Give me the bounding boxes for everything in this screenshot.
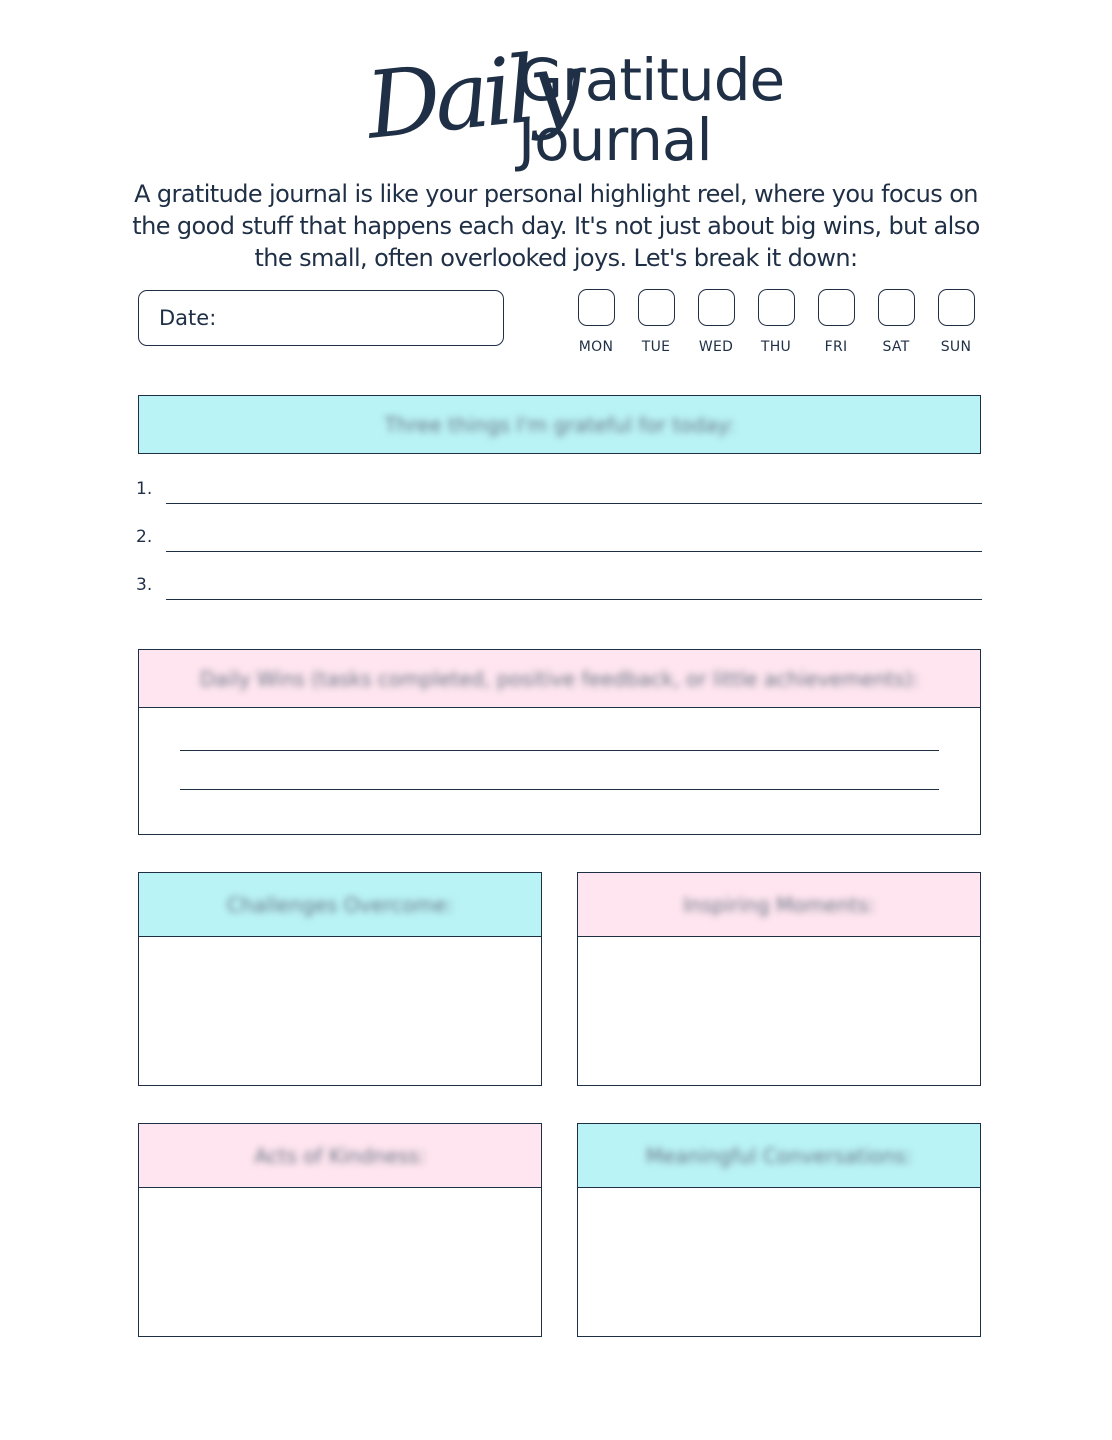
writing-line[interactable] bbox=[180, 789, 939, 790]
day-checkbox[interactable] bbox=[758, 289, 795, 326]
list-item[interactable] bbox=[136, 504, 982, 552]
day-fri[interactable] bbox=[806, 289, 866, 361]
day-sat[interactable] bbox=[866, 289, 926, 361]
inspiring-box[interactable] bbox=[577, 872, 981, 1086]
grateful-banner bbox=[138, 395, 981, 454]
day-wed[interactable] bbox=[686, 289, 746, 361]
daily-wins-title: Daily Wins (tasks completed, positive feedback, or little achievements): bbox=[199, 666, 920, 691]
day-checkbox[interactable] bbox=[638, 289, 675, 326]
daily-wins-header bbox=[139, 650, 980, 708]
daily-wins-box[interactable] bbox=[138, 649, 981, 835]
challenges-title: Challenges Overcome: bbox=[226, 892, 454, 917]
list-item[interactable] bbox=[136, 552, 982, 600]
day-label: THU bbox=[760, 339, 792, 355]
writing-line[interactable] bbox=[166, 503, 982, 504]
inspiring-header bbox=[578, 873, 980, 937]
challenges-box[interactable] bbox=[138, 872, 542, 1086]
journal-header bbox=[0, 31, 1112, 178]
day-checkbox[interactable] bbox=[578, 289, 615, 326]
grateful-list bbox=[136, 478, 982, 600]
day-label: SUN bbox=[940, 339, 972, 355]
day-label: FRI bbox=[824, 339, 848, 355]
script-title-word: Daily bbox=[361, 31, 581, 160]
date-field[interactable] bbox=[138, 290, 504, 346]
day-mon[interactable] bbox=[566, 289, 626, 361]
item-number: 2. bbox=[136, 527, 153, 547]
day-checkbox[interactable] bbox=[938, 289, 975, 326]
item-number: 1. bbox=[136, 479, 153, 499]
weekday-selector bbox=[566, 289, 986, 361]
day-checkbox[interactable] bbox=[698, 289, 735, 326]
day-label: MON bbox=[578, 339, 614, 355]
list-item[interactable] bbox=[136, 478, 982, 504]
day-label: TUE bbox=[641, 339, 671, 355]
writing-line[interactable] bbox=[166, 551, 982, 552]
intro-paragraph: A gratitude journal is like your personal highlight reel, where you focus on the good stuff that happens each day. It's not just about big wins, but also the small, often overlooked joys. Let's break it down: bbox=[132, 180, 980, 272]
inspiring-title: Inspiring Moments: bbox=[683, 892, 875, 917]
challenges-header bbox=[139, 873, 541, 937]
day-checkbox[interactable] bbox=[878, 289, 915, 326]
conversations-title: Meaningful Conversations: bbox=[645, 1143, 913, 1168]
day-checkbox[interactable] bbox=[818, 289, 855, 326]
grateful-title: Three things I'm grateful for today: bbox=[384, 412, 735, 437]
page-title bbox=[518, 46, 785, 174]
item-number: 3. bbox=[136, 575, 153, 595]
day-label: SAT bbox=[882, 339, 910, 355]
kindness-box[interactable] bbox=[138, 1123, 542, 1337]
date-label: Date: bbox=[159, 306, 217, 330]
title-line-2: Journal bbox=[518, 106, 712, 174]
writing-line[interactable] bbox=[166, 599, 982, 600]
day-thu[interactable] bbox=[746, 289, 806, 361]
day-sun[interactable] bbox=[926, 289, 986, 361]
conversations-box[interactable] bbox=[577, 1123, 981, 1337]
writing-line[interactable] bbox=[180, 750, 939, 751]
day-tue[interactable] bbox=[626, 289, 686, 361]
day-label: WED bbox=[698, 339, 734, 355]
kindness-title: Acts of Kindness: bbox=[254, 1143, 426, 1168]
title-line-1: Gratitude bbox=[518, 46, 785, 114]
conversations-header bbox=[578, 1124, 980, 1188]
kindness-header bbox=[139, 1124, 541, 1188]
